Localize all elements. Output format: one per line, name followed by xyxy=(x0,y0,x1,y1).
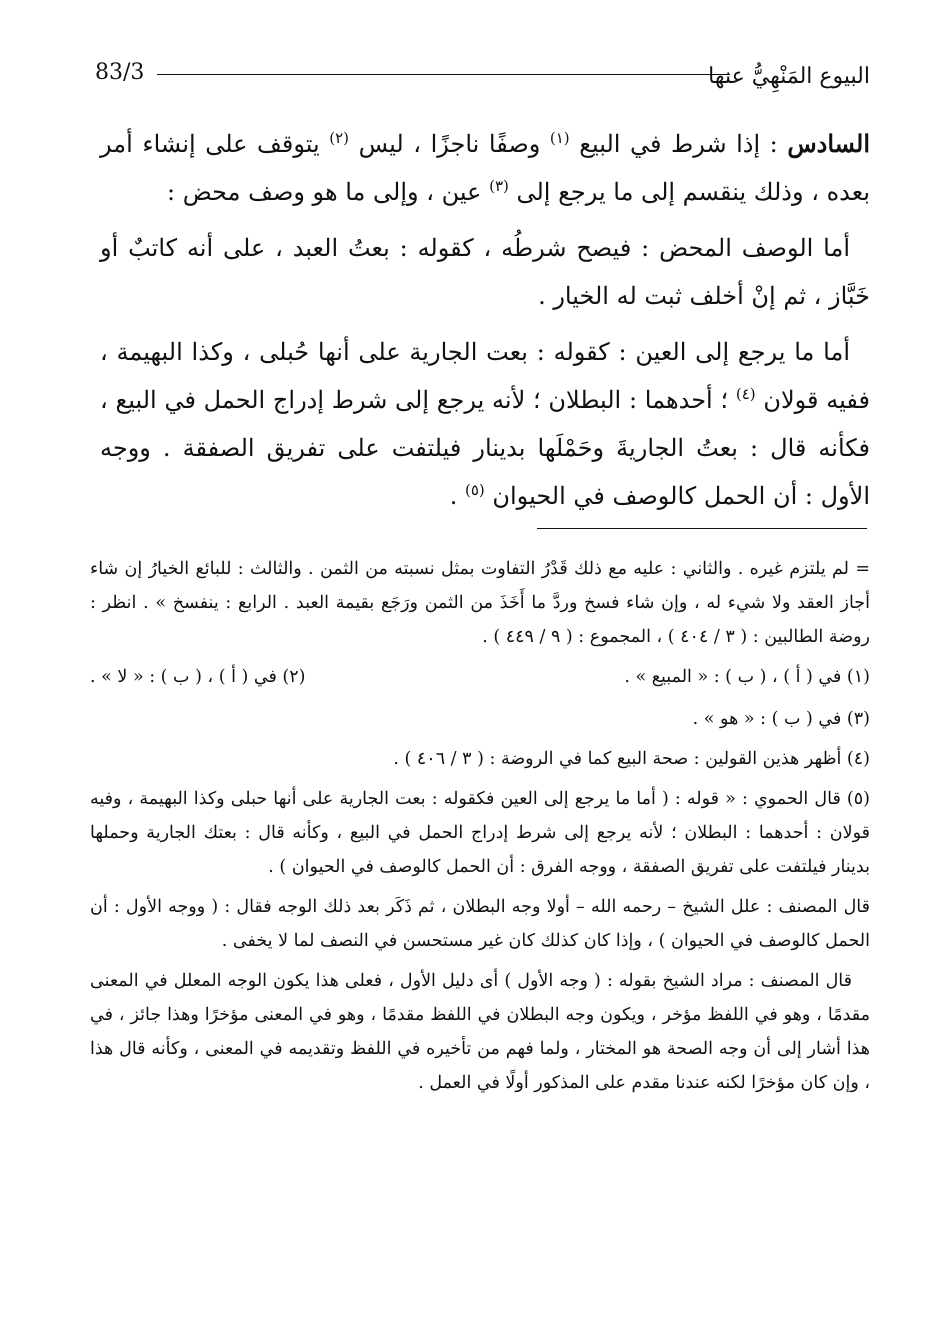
footnote-2: (٢) في ( أ ) ، ( ب ) : « لا » . xyxy=(90,667,306,687)
page-number: 83/3 xyxy=(95,60,145,85)
footnote-ref-5: (٥) xyxy=(464,481,485,499)
section-lead: السادس xyxy=(787,129,871,158)
text-run: يتوقف على إنشاء أمر بعده ، وذلك ينقسم إلى ما يرجع إلى xyxy=(100,130,870,206)
main-text xyxy=(100,120,870,528)
footnote-ref-3: (٣) xyxy=(489,177,509,195)
page-header xyxy=(95,60,870,100)
footnote-ref-1: (١) xyxy=(549,129,570,147)
text-run: : إذا شرط في البيع xyxy=(569,130,788,158)
text-run: عين ، وإلى ما هو وصف محض : xyxy=(167,178,490,206)
footnotes xyxy=(90,552,870,1106)
footnote-1: (١) في ( أ ) ، ( ب ) : « المبيع » . xyxy=(624,667,870,687)
footnote-separator xyxy=(537,528,867,529)
footnote-5-final: قال المصنف : مراد الشيخ بقوله : ( وجه الأول ) أى دليل الأول ، فعلى هذا يكون الوجه المعلل في المعنى مقدمًا ، وهو في اللفظ مؤخر ، ويكون وجه البطلان في اللفظ مقدمًا ، وهو في المعنى مؤخرًا وهذا جائز ، في هذا أشار إلى أن وجه الصحة هو المختار ، ولما فهم من تأخيره في اللفظ وتقديمه في المعنى ، وكأنه قال هذا ، وإن كان مؤخرًا لكنه عندنا مقدم على المذكور أولًا في العمل . xyxy=(90,971,870,1093)
header-rule xyxy=(157,74,730,75)
text-run: وصفًا ناجزًا ، ليس xyxy=(349,130,550,158)
paragraph-2: أما الوصف المحض : فيصح شرطُه ، كقوله : بعتُ العبد ، على أنه كاتبٌ أو خَبَّاز ، ثم إنْ أخلف ثبت له الخيار . xyxy=(100,234,870,310)
paragraph-3 xyxy=(100,328,870,520)
text-run: ؛ أحدهما : البطلان ؛ لأنه يرجع إلى شرط إدراج الحمل في البيع ، فكأنه قال : بعتُ الجاريةَ وحَمْلَها بدينار فيلتفت على تفريق الصفقة . ووجه الأول : أن الحمل كالوصف في الحيوان xyxy=(100,386,870,510)
footnote-continuation: = لم يلتزم غيره . والثاني : عليه مع ذلك قَدْرُ التفاوت بمثل نسبته من الثمن . والثالث : للبائع الخيارُ إن شاء أجاز العقد ولا شيء له ، وإن شاء فسخ وردَّ ما أَخَذَ من الثمن ورَجَع بقيمة العبد . الرابع : ينفسخ » . انظر : روضة الطالبين : ( ٣ / ٤٠٤ ) ، المجموع : ( ٩ / ٤٤٩ ) . xyxy=(90,552,870,654)
footnote-ref-2: (٢) xyxy=(329,129,350,147)
text-run: أما ما يرجع إلى العين : كقوله : بعت الجارية على أنها حُبلى ، وكذا البهيمة ، ففيه قولان xyxy=(100,338,870,414)
footnote-4: (٤) أظهر هذين القولين : صحة البيع كما في الروضة : ( ٣ / ٤٠٦ ) . xyxy=(393,749,870,769)
footnote-row xyxy=(90,660,870,694)
text-run: . xyxy=(449,482,465,510)
footnote-3: (٣) في ( ب ) : « هو » . xyxy=(692,709,870,729)
footnote-ref-4: (٤) xyxy=(735,385,756,403)
paragraph-1 xyxy=(100,120,870,216)
running-title: البيوع المَنْهِيُّ عنها xyxy=(708,64,870,89)
footnote-5: (٥) قال الحموي : « قوله : ( أما ما يرجع إلى العين فكقوله : بعت الجارية على أنها حبلى وكذا البهيمة ، وفيه قولان : أحدهما : البطلان ؛ لأنه يرجع إلى شرط إدراج الحمل في البيع ، وكأنه قال : بعتك الجارية وحملها بدينار فيلتفت على تفريق الصفقة ، ووجه الفرق : أن الحمل كالوصف في الحيوان ) . xyxy=(90,789,870,877)
footnote-5-continued: قال المصنف : علل الشيخ – رحمه الله – أولا وجه البطلان ، ثم ذَكَر بعد ذلك الوجه فقال : ( ووجه الأول : أن الحمل كالوصف في الحيوان ) ، وإذا كان كذلك كان غير مستحسن في النصف لما لا يخفى . xyxy=(90,897,870,951)
